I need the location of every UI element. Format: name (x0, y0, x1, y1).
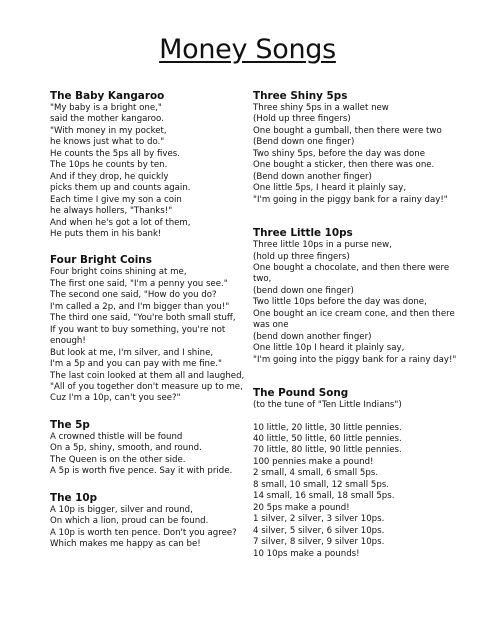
song-line: Three shiny 5ps in a wallet new (253, 103, 389, 113)
song-title: The Pound Song (253, 387, 349, 400)
song-line: 40 little, 50 little, 60 little pennies. (253, 433, 402, 444)
song-line: (hold up three fingers) (253, 251, 350, 262)
song-line: A 10p is worth ten pence. Don't you agree? (50, 527, 237, 538)
song-line: "My baby is a bright one," (50, 103, 162, 113)
song-line: One bought an ice cream cone, and then there (253, 308, 455, 319)
song-line: (Bend down another finger) (253, 171, 372, 182)
song-line: On which a lion, proud can be found. (50, 516, 209, 527)
song-subtitle: (to the tune of "Ten Little Indians") (253, 400, 402, 411)
left-column (50, 89, 248, 551)
song-line: "All of you together don't measure up to me, (50, 381, 243, 392)
song-line: 10 little, 20 little, 30 little pennies. (253, 422, 402, 433)
song-line: Which makes me happy as can be! (50, 539, 201, 550)
song-line: A 5p is worth five pence. Say it with pride. (50, 466, 233, 477)
song-line: Two little 10ps before the day was done, (253, 297, 427, 308)
song-line: two, (253, 274, 272, 285)
song-baby-kangaroo (50, 89, 248, 240)
song-line: 7 silver, 8 silver, 9 silver 10ps. (253, 537, 385, 548)
song-line: "I'm going in the piggy bank for a rainy day!" (253, 194, 448, 205)
song-title: The 10p (50, 491, 98, 504)
song-line: The last coin looked at them all and laughed, (50, 370, 245, 381)
song-line: The 10ps he counts by ten. (50, 160, 168, 171)
song-line: enough! (50, 336, 86, 347)
song-line: The Queen is on the other side. (50, 454, 186, 465)
song-line: he knows just what to do." (50, 137, 165, 148)
song-line: He counts the 5ps all by fives. (50, 148, 180, 159)
song-line: Cuz I'm a 10p, can't you see?" (50, 393, 181, 404)
song-title: The 5p (50, 418, 90, 431)
song-line: One bought a gumball, then there were two (253, 125, 442, 136)
song-line: 20 5ps make a pound! (253, 502, 350, 513)
song-line: he always hollers, "Thanks!" (50, 206, 173, 217)
song-line: (bend down another finger) (253, 331, 372, 342)
song-the-10p (50, 491, 248, 551)
song-line: 4 silver, 5 silver, 6 silver 10ps. (253, 525, 385, 536)
song-line: And if they drop, he quickly (50, 171, 169, 182)
song-pound-song (253, 386, 458, 560)
song-line: The first one said, "I'm a penny you see." (50, 278, 228, 289)
song-line: Each time I give my son a coin (50, 194, 182, 205)
song-the-5p (50, 418, 248, 478)
song-line: 100 pennies make a pound! (253, 456, 374, 467)
song-line: One little 10p I heard it plainly say, (253, 343, 405, 354)
song-line: One little 5ps, I heard it plainly say, (253, 183, 407, 194)
song-line: The third one said, "You're both small stuff, (50, 313, 236, 324)
song-line: was one (253, 320, 289, 331)
song-line: 1 silver, 2 silver, 3 silver 10ps. (253, 514, 385, 525)
song-line: 14 small, 16 small, 18 small 5ps. (253, 491, 395, 502)
song-line: He puts them in his bank! (50, 228, 162, 239)
song-line: picks them up and counts again. (50, 183, 191, 194)
song-three-little-10ps (253, 226, 458, 366)
page-title: Money Songs (159, 34, 336, 65)
song-line: I'm called a 2p, and I'm bigger than you!" (50, 301, 230, 312)
song-line: If you want to buy something, you're not (50, 324, 226, 335)
song-line: And when he's got a lot of them, (50, 217, 191, 228)
song-line: said the mother kangaroo. (50, 114, 164, 125)
song-line: One bought a chocolate, and then there were (253, 262, 450, 273)
song-three-shiny-5ps (253, 89, 458, 206)
song-title: Three Little 10ps (253, 227, 353, 240)
song-line: 10 10ps make a pounds! (253, 548, 360, 559)
song-line: Two shiny 5ps, before the day was done (253, 148, 425, 159)
song-line: I'm a 5p and you can pay with me fine." (50, 359, 222, 370)
song-line: A crowned thistle will be found (50, 431, 183, 442)
song-line: But look at me, I'm silver, and I shine, (50, 347, 214, 358)
song-line: On a 5p, shiny, smooth, and round. (50, 443, 202, 454)
song-line: Four bright coins shining at me, (50, 267, 187, 278)
song-line: One bought a sticker, then there was one. (253, 160, 435, 171)
right-column (253, 89, 458, 560)
song-four-bright-coins (50, 253, 248, 404)
song-line: Three little 10ps in a purse new, (253, 240, 392, 251)
song-line: (bend down one finger) (253, 285, 354, 296)
song-line: (Bend down one finger) (253, 137, 355, 148)
song-line: The second one said, "How do you do? (50, 290, 217, 301)
song-line: 8 small, 10 small, 12 small 5ps. (253, 479, 389, 490)
song-line: "I'm going into the piggy bank for a rainy day!" (253, 354, 457, 365)
song-line: "With money in my pocket, (50, 125, 167, 136)
song-title: The Baby Kangaroo (50, 90, 165, 102)
song-line: A 10p is bigger, silver and round, (50, 504, 193, 515)
song-line: 70 little, 80 little, 90 little pennies. (253, 445, 402, 456)
song-line: 2 small, 4 small, 6 small 5ps. (253, 468, 379, 479)
song-title: Three Shiny 5ps (253, 90, 348, 102)
song-line: (Hold up three fingers) (253, 114, 351, 125)
song-title: Four Bright Coins (50, 254, 152, 267)
